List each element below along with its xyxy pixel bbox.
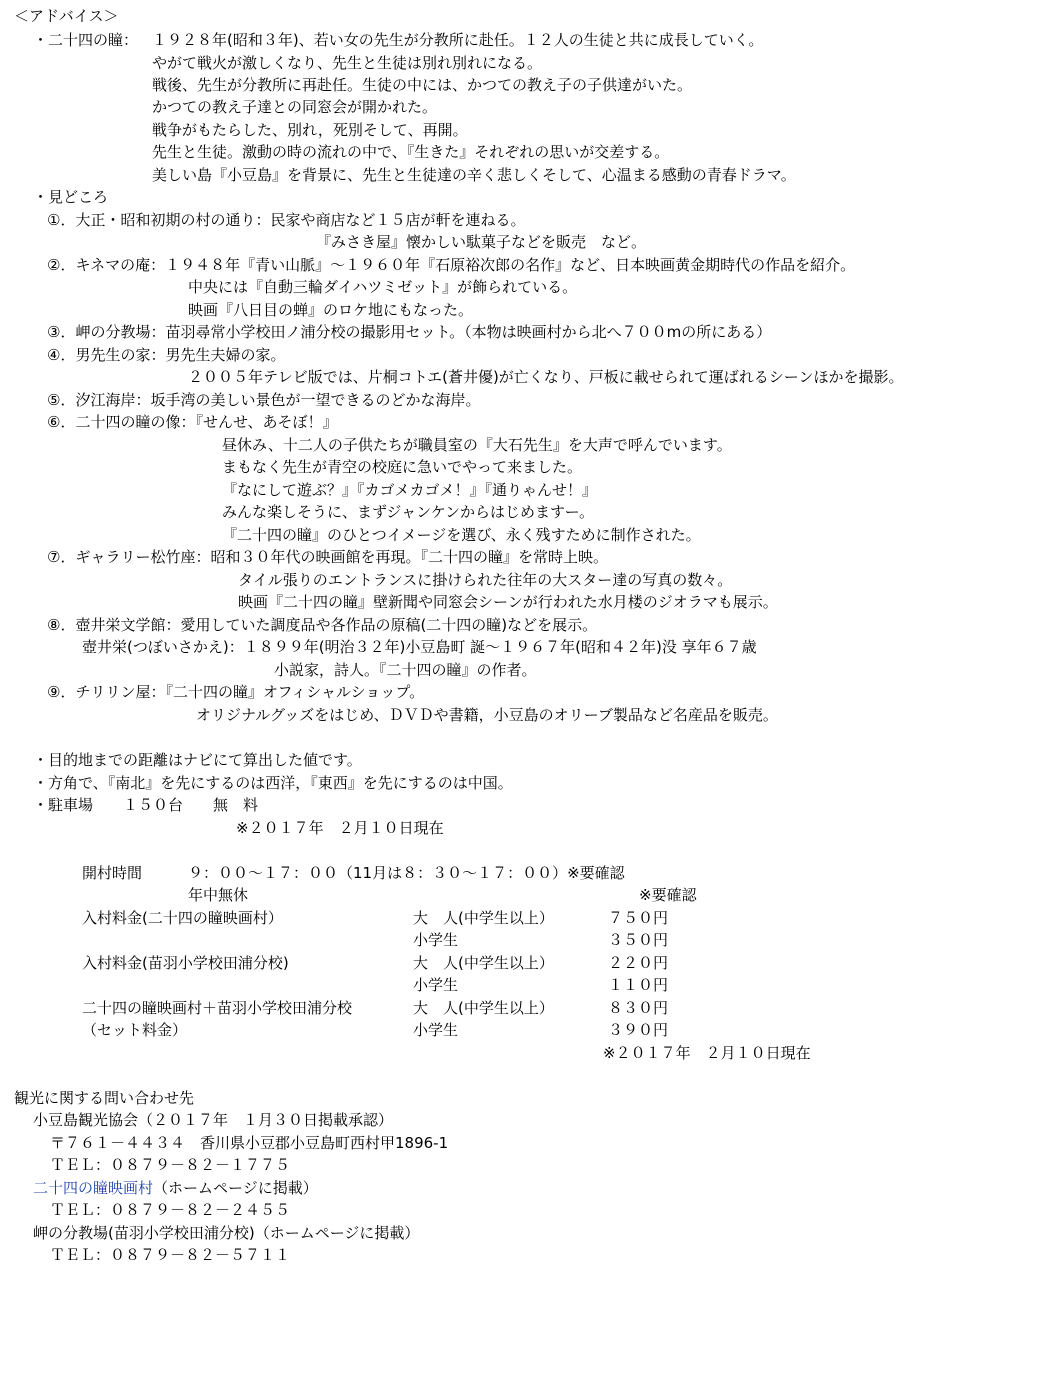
synopsis-label: ・二十四の瞳：	[33, 31, 139, 49]
fee-price: １１０円	[608, 976, 669, 994]
highlight-detail: 小説家，詩人。『二十四の瞳』の作者。	[274, 661, 537, 679]
highlight-detail: ２００５年テレビ版では、片桐コトエ(蒼井優)が亡くなり、戸板に載せられて運ばれるシーンほかを撮影。	[188, 368, 904, 386]
hours-holiday-note: ※要確認	[639, 886, 697, 904]
fees-date: ※２０１７年 ２月１０日現在	[603, 1044, 811, 1062]
synopsis-line: かつての教え子達との同窓会が開かれた。	[152, 98, 438, 116]
highlight-detail: 『なにして遊ぶ？』『カゴメカゴメ！』『通りゃんせ！』	[222, 481, 598, 499]
fee-category: 小学生	[413, 976, 459, 994]
fee-label: 入村料金(二十四の瞳映画村）	[82, 909, 283, 927]
contact-tel: ＴＥＬ：０８７９－８２－５７１１	[50, 1246, 291, 1264]
highlight-detail: みんな楽しそうに、まずジャンケンからはじめますー。	[222, 503, 595, 521]
hours-value: ９：００～１７：００（11月は８：３０～１７：００）※要確認	[188, 864, 625, 882]
highlight-detail: タイル張りのエントランスに掛けられた往年の大スター達の写真の数々。	[238, 571, 733, 589]
fee-price: ３９０円	[608, 1021, 669, 1039]
contact-org: 小豆島観光協会（２０１７年 １月３０日掲載承認）	[33, 1111, 394, 1129]
fee-category: 小学生	[413, 931, 459, 949]
contact-org	[33, 1178, 318, 1198]
highlight-title: ⑥．二十四の瞳の像：『せんせ、あそぼ！』	[47, 413, 338, 431]
highlight-title: ⑤．汐江海岸：坂手湾の美しい景色が一望できるのどかな海岸。	[47, 391, 481, 409]
synopsis-line: 戦後、先生が分教所に再赴任。生徒の中には、かつての教え子の子供達がいた。	[152, 76, 693, 94]
fee-price: ３５０円	[608, 931, 669, 949]
notes-date: ※２０１７年 ２月１０日現在	[236, 819, 444, 837]
note-line: ・方角で、『南北』を先にするのは西洋，『東西』を先にするのは中国。	[33, 774, 513, 792]
highlight-title: ③．岬の分教場：苗羽尋常小学校田ノ浦分校の撮影用セット。（本物は映画村から北へ７００mの所にある）	[47, 323, 772, 341]
highlight-title: ⑨．チリリン屋：『二十四の瞳』オフィシャルショップ。	[47, 683, 425, 701]
fee-price: ７５０円	[608, 909, 669, 927]
fee-category: 大 人(中学生以上）	[413, 909, 554, 927]
fee-category: 小学生	[413, 1021, 459, 1039]
contact-address: 〒７６１－４４３４ 香川県小豆郡小豆島町西村甲1896-1	[50, 1134, 449, 1152]
fee-category: 大 人(中学生以上）	[413, 999, 554, 1017]
fee-label: 二十四の瞳映画村＋苗羽小学校田浦分校	[82, 999, 353, 1017]
contacts-heading: 観光に関する問い合わせ先	[14, 1089, 195, 1107]
highlight-detail: 昼休み、十二人の子供たちが職員室の『大石先生』を大声で呼んでいます。	[222, 436, 732, 454]
highlight-detail: 映画『二十四の瞳』壁新聞や同窓会シーンが行われた水月楼のジオラマも展示。	[238, 593, 778, 611]
highlight-subline: 壺井栄(つぼいさかえ)：１８９９年(明治３２年)小豆島町 誕～１９６７年(昭和４２年)没 享年６７歳	[82, 638, 757, 656]
hours-holiday: 年中無休	[188, 886, 249, 904]
highlight-title: ②．キネマの庵：１９４８年『青い山脈』～１９６０年『石原裕次郎の名作』など、日本映画黄金期時代の作品を紹介。	[47, 256, 856, 274]
synopsis-line: 美しい島『小豆島』を背景に、先生と生徒達の辛く悲しくそして、心温まる感動の青春ドラマ。	[152, 166, 796, 184]
highlight-detail: オリジナルグッズをはじめ、ＤＶＤや書籍，小豆島のオリーブ製品など名産品を販売。	[196, 706, 778, 724]
contact-org: 岬の分教場(苗羽小学校田浦分校)（ホームページに掲載）	[33, 1224, 420, 1242]
contact-tel: ＴＥＬ：０８７９－８２－２４５５	[50, 1201, 291, 1219]
highlights-heading: ・見どころ	[33, 188, 109, 206]
synopsis-line: １９２８年(昭和３年)、若い女の先生が分教所に赴任。１２人の生徒と共に成長していく。	[152, 31, 764, 49]
synopsis-line: やがて戦火が激しくなり、先生と生徒は別れ別れになる。	[152, 54, 543, 72]
synopsis-line: 戦争がもたらした、別れ，死別そして、再開。	[152, 121, 468, 139]
contact-org-suffix: （ホームページに掲載）	[153, 1179, 318, 1197]
contact-org-link[interactable]: 二十四の瞳映画村	[33, 1179, 154, 1197]
highlight-detail: 中央には『自動三輪ダイハツミゼット』が飾られている。	[188, 278, 578, 296]
highlight-title: ①．大正・昭和初期の村の通り：民家や商店など１５店が軒を連ねる。	[47, 211, 526, 229]
note-line: ・目的地までの距離はナビにて算出した値です。	[33, 751, 362, 769]
hours-label: 開村時間	[82, 864, 143, 882]
highlight-title: ④．男先生の家：男先生夫婦の家。	[47, 346, 286, 364]
synopsis-line: 先生と生徒。激動の時の流れの中で、『生きた』それぞれの思いが交差する。	[152, 143, 670, 161]
contact-tel: ＴＥＬ：０８７９－８２－１７７５	[50, 1156, 291, 1174]
highlight-title: ⑧．壺井栄文学館：愛用していた調度品や各作品の原稿(二十四の瞳)などを展示。	[47, 616, 598, 634]
highlight-detail: 『みさき屋』懐かしい駄菓子などを販売 など。	[316, 233, 647, 251]
fee-label-sub: （セット料金）	[82, 1021, 188, 1039]
fee-price: ８３０円	[608, 999, 669, 1017]
fee-price: ２２０円	[608, 954, 669, 972]
note-line: ・駐車場 １５０台 無 料	[33, 796, 259, 814]
fee-category: 大 人(中学生以上）	[413, 954, 554, 972]
highlight-title: ⑦．ギャラリー松竹座：昭和３０年代の映画館を再現。『二十四の瞳』を常時上映。	[47, 548, 608, 566]
highlight-detail: 『二十四の瞳』のひとつイメージを選び、永く残すために制作された。	[222, 526, 701, 544]
highlight-detail: まもなく先生が青空の校庭に急いでやって来ました。	[222, 458, 583, 476]
fee-label: 入村料金(苗羽小学校田浦分校)	[82, 954, 289, 972]
highlight-detail: 映画『八日目の蝉』のロケ地にもなった。	[188, 301, 474, 319]
advice-heading: ＜アドバイス＞	[14, 7, 119, 25]
